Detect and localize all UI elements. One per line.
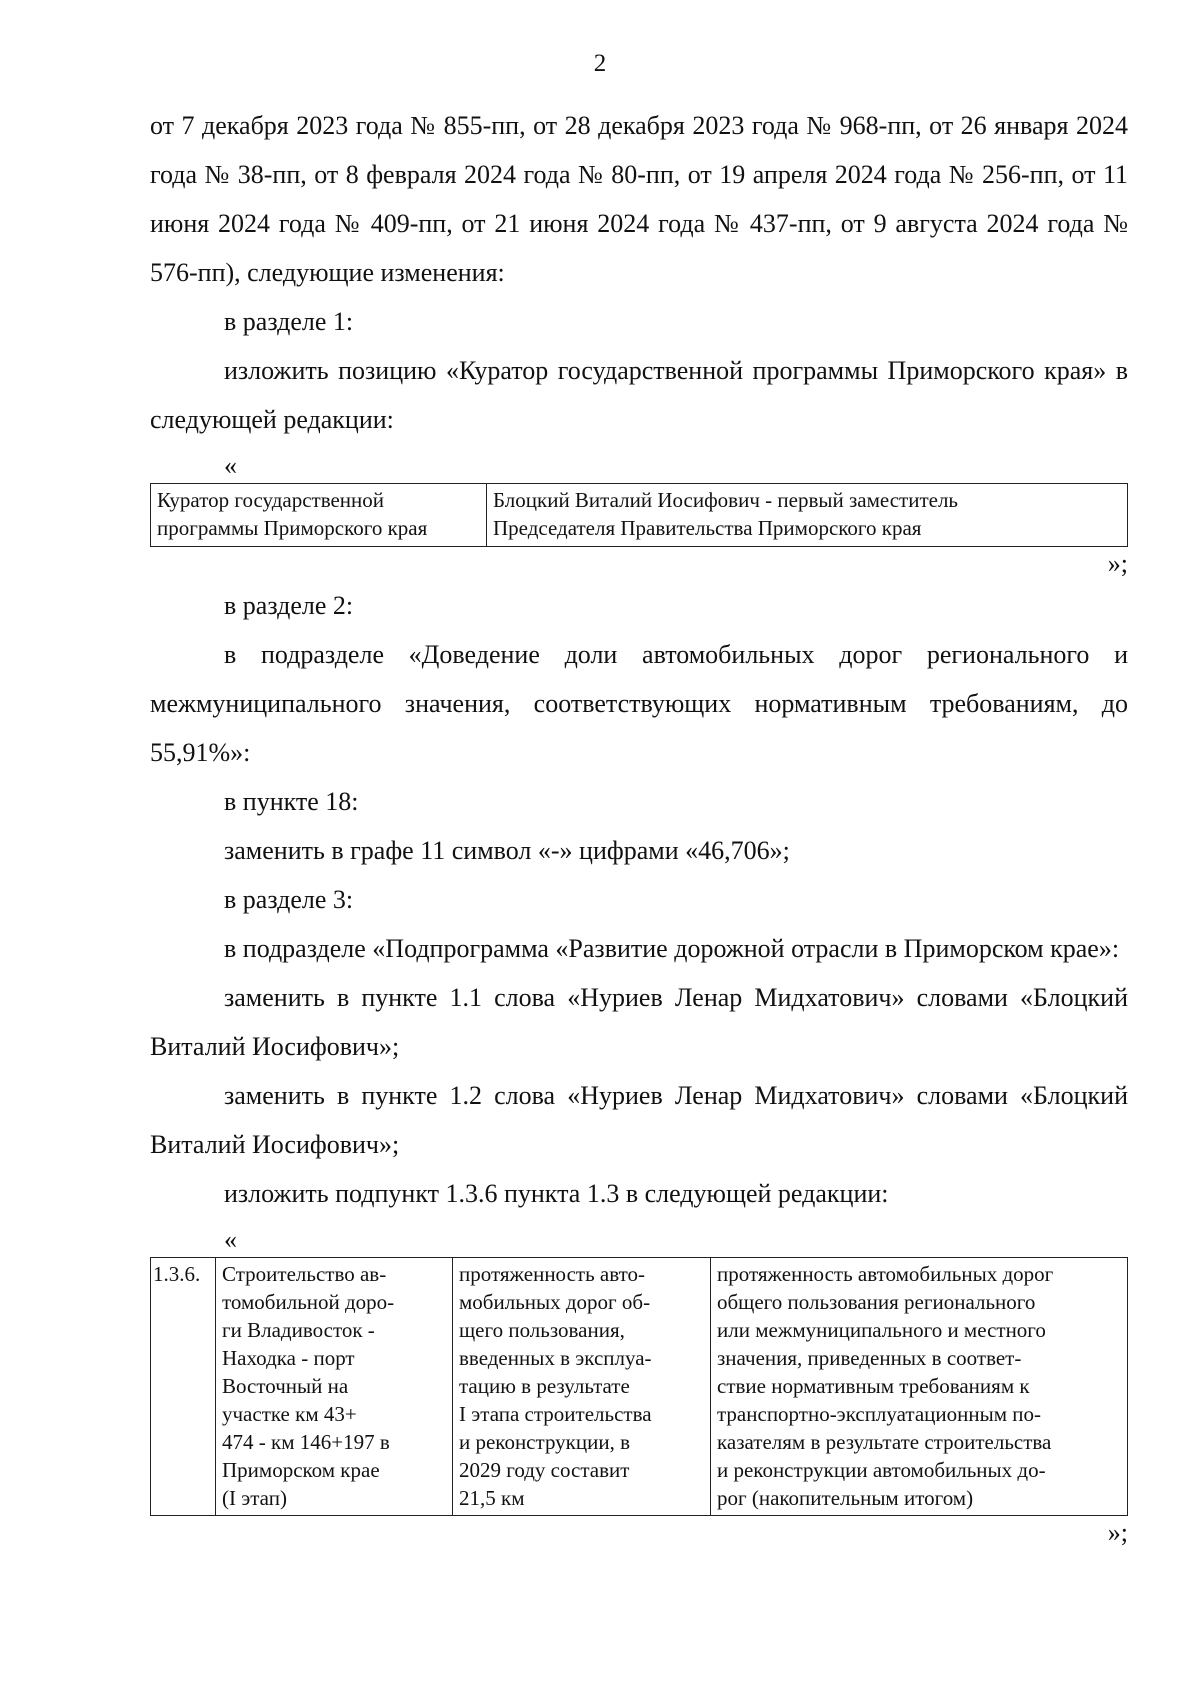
project-result-line: I этапа строительства (459, 1402, 652, 1426)
project-result-line: введенных в эксплуа- (459, 1346, 652, 1370)
project-indicator-line: ствие нормативным требованиям к (717, 1374, 1030, 1398)
project-result-line: мобильных дорог об- (459, 1290, 651, 1314)
project-indicator-cell (711, 1258, 1128, 1516)
project-result-line: и реконструкции, в (459, 1430, 630, 1454)
project-name-line: Находка - порт (222, 1346, 355, 1370)
intro-paragraph: от 7 декабря 2023 года № 855-пп, от 28 декабря 2023 года № 968-пп, от 26 января 2024 года № 38-пп, от 8 февраля 2024 года № 80-пп, от 19 апреля 2024 года № 256-пп, от 11 июня 2024 года № 409-пп, от 21 июня 2024 года № 437-пп, от 9 августа 2024 года № 576-пп), следующие изменения: (150, 111, 1128, 287)
project-indicator-line: значения, приведенных в соответ- (717, 1346, 1022, 1370)
project-indicator-line: общего пользования регионального (717, 1290, 1036, 1314)
project-name-line: (I этап) (222, 1486, 287, 1510)
table-row (151, 1258, 1128, 1516)
roads-subsection-paragraph: в подразделе «Доведение доли автомобильных дорог регионального и межмуниципального значения, соответствующих нормативным требованиям, до 55,91%»: (150, 640, 1128, 767)
project-result-line: тацию в результате (459, 1374, 630, 1398)
curator-table (150, 483, 1128, 547)
project-indicator-line: рог (накопительным итогом) (717, 1486, 974, 1510)
document-body (150, 101, 1128, 1550)
replace-point-1-1-paragraph: заменить в пункте 1.1 слова «Нуриев Ленар Мидхатович» словами «Блоцкий Виталий Иосифович»; (150, 983, 1128, 1061)
page-number: 2 (593, 50, 607, 77)
curator-position-paragraph: изложить позицию «Куратор государственной программы Приморского края» в следующей редакции: (150, 356, 1128, 434)
point-18-heading: в пункте 18: (224, 787, 359, 816)
curator-label-cell (151, 484, 487, 547)
section-1-heading: в разделе 1: (224, 307, 354, 336)
curator-value-cell (487, 484, 1128, 547)
project-indicator-line: протяженность автомобильных дорог (717, 1262, 1054, 1286)
project-name-line: Строительство ав- (222, 1262, 387, 1286)
project-name-line: участке км 43+ (222, 1402, 357, 1426)
restate-1-3-6-paragraph: изложить подпункт 1.3.6 пункта 1.3 в следующей редакции: (224, 1179, 889, 1208)
close-quote: »; (1107, 1518, 1128, 1547)
close-quote: »; (1107, 549, 1128, 578)
project-number-cell: 1.3.6. (151, 1258, 216, 1516)
project-indicator-line: и реконструкции автомобильных до- (717, 1458, 1046, 1482)
project-name-line: 474 - км 146+197 в (222, 1430, 390, 1454)
replace-point-1-2-paragraph: заменить в пункте 1.2 слова «Нуриев Ленар Мидхатович» словами «Блоцкий Виталий Иосифович»; (150, 1081, 1128, 1159)
section-2-heading: в разделе 2: (224, 591, 354, 620)
table-row (151, 484, 1128, 547)
project-result-line: 2029 году составит (459, 1458, 630, 1482)
subprogram-subsection-paragraph: в подразделе «Подпрограмма «Развитие дорожной отрасли в Приморском крае»: (224, 934, 1120, 963)
project-indicator-line: или межмуниципального и местного (717, 1318, 1046, 1342)
project-result-line: 21,5 км (459, 1486, 525, 1510)
project-indicator-line: транспортно-эксплуатационным по- (717, 1402, 1042, 1426)
replace-column-11-paragraph: заменить в графе 11 символ «-» цифрами «46,706»; (224, 836, 790, 865)
project-table (150, 1257, 1128, 1516)
curator-label-line: Куратор государственной (157, 488, 385, 512)
section-3-heading: в разделе 3: (224, 885, 354, 914)
open-quote: « (224, 451, 237, 480)
project-result-line: протяженность авто- (459, 1262, 646, 1286)
project-name-line: Приморском крае (222, 1458, 380, 1482)
project-result-cell (453, 1258, 711, 1516)
project-name-line: ги Владивосток - (222, 1318, 375, 1342)
curator-label-line: программы Приморского края (157, 516, 428, 540)
curator-value-line: Блоцкий Виталий Иосифович - первый заместитель (493, 488, 958, 512)
open-quote: « (224, 1225, 237, 1254)
project-name-line: томобильной доро- (222, 1290, 395, 1314)
curator-value-line: Председателя Правительства Приморского края (493, 516, 922, 540)
project-indicator-line: казателям в результате строительства (717, 1430, 1052, 1454)
project-result-line: щего пользования, (459, 1318, 625, 1342)
project-name-cell (216, 1258, 453, 1516)
project-name-line: Восточный на (222, 1374, 349, 1398)
